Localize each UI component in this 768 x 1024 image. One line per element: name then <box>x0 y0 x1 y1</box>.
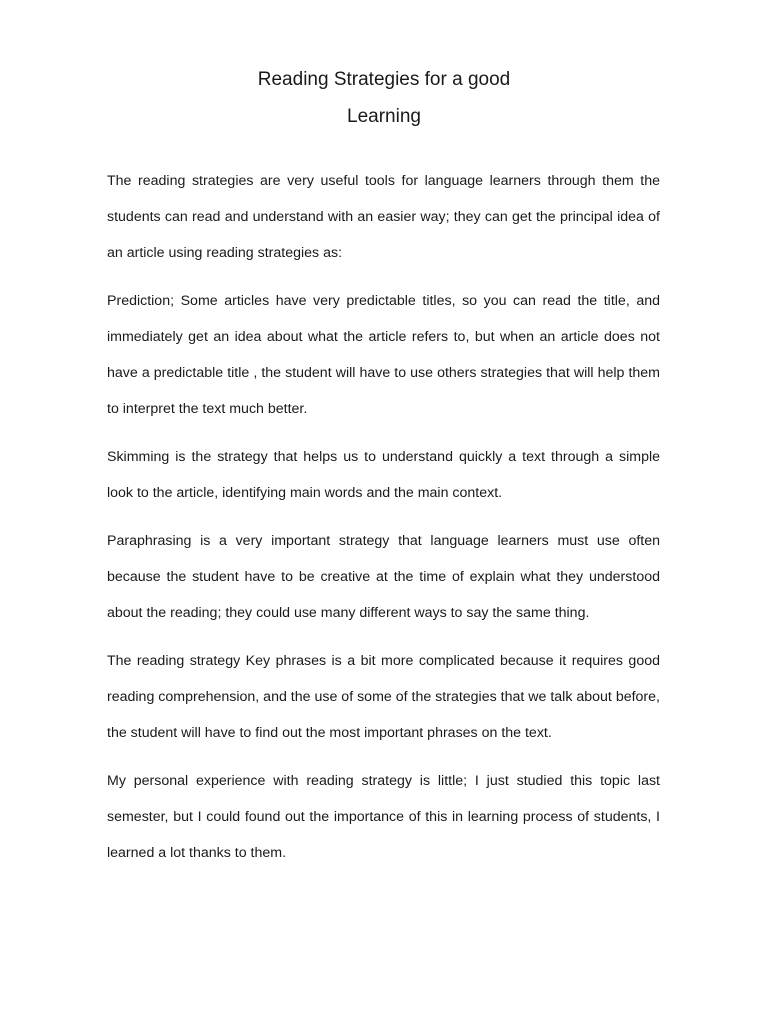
paragraph-key-phrases: The reading strategy Key phrases is a bit more complicated because it requires good reading comprehension, and the use of some of the strategies that we talk about before, the student will have to find out the most important phrases on the text. <box>107 653 660 741</box>
document-body <box>107 163 660 883</box>
title-line-1: Reading Strategies for a good <box>257 69 511 90</box>
paragraph-personal-experience: My personal experience with reading strategy is little; I just studied this topic last semester, but I could found out the importance of this in learning process of students, I learned a lot thanks to them. <box>107 773 660 861</box>
title-line-2: Learning <box>347 106 421 127</box>
document-title <box>0 61 768 135</box>
paragraph-paraphrasing: Paraphrasing is a very important strategy that language learners must use often because the student have to be creative at the time of explain what they understood about the reading; they could use many different ways to say the same thing. <box>107 533 660 621</box>
paragraph-prediction: Prediction; Some articles have very predictable titles, so you can read the title, and immediately get an idea about what the article refers to, but when an article does not have a predictable title , the student will have to use others strategies that will help them to interpret the text much better. <box>107 293 660 417</box>
paragraph-skimming: Skimming is the strategy that helps us to understand quickly a text through a simple look to the article, identifying main words and the main context. <box>107 449 660 501</box>
paragraph-intro: The reading strategies are very useful tools for language learners through them the students can read and understand with an easier way; they can get the principal idea of an article using reading strategies as: <box>107 173 660 261</box>
